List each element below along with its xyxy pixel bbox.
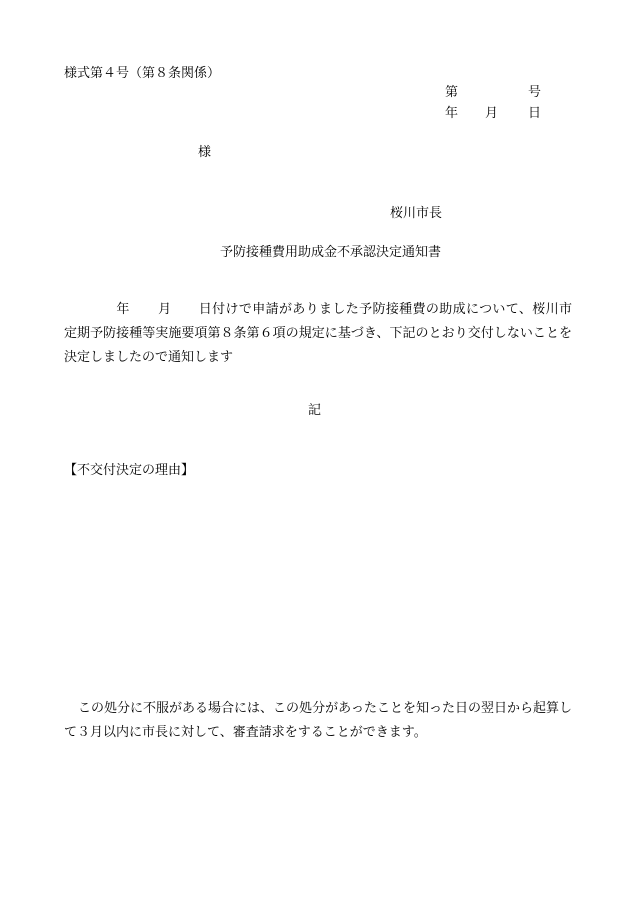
addressee-suffix: 様 <box>198 145 212 160</box>
issuer: 桜川市長 <box>390 206 443 221</box>
reason-heading: 【不交付決定の理由】 <box>64 463 195 478</box>
body-year: 年 <box>116 302 130 317</box>
doc-number-prefix: 第 <box>445 85 459 100</box>
doc-date-month: 月 <box>485 106 499 121</box>
doc-date-year: 年 <box>445 106 459 121</box>
body-text: 日付けで申請がありました予防接種費の助成について、桜川市定期予防接種等実施要項第８条第６項の規定に基づき、下記のとおり交付しないことを決定しましたので通知します <box>64 302 572 365</box>
ki-heading: 記 <box>308 403 322 418</box>
body-paragraph <box>64 298 572 370</box>
body-month: 月 <box>157 302 172 317</box>
reason-area <box>64 485 572 690</box>
form-label: 様式第４号（第８条関係） <box>64 66 221 81</box>
doc-date-day: 日 <box>528 106 542 121</box>
appeal-notice <box>64 697 572 745</box>
appeal-notice-text: この処分に不服がある場合には、この処分があったことを知った日の翌日から起算して３月以内に市長に対して、審査請求をすることができます。 <box>64 701 572 740</box>
doc-number-suffix: 号 <box>528 85 542 100</box>
document-title: 予防接種費用助成金不承認決定通知書 <box>220 245 442 260</box>
